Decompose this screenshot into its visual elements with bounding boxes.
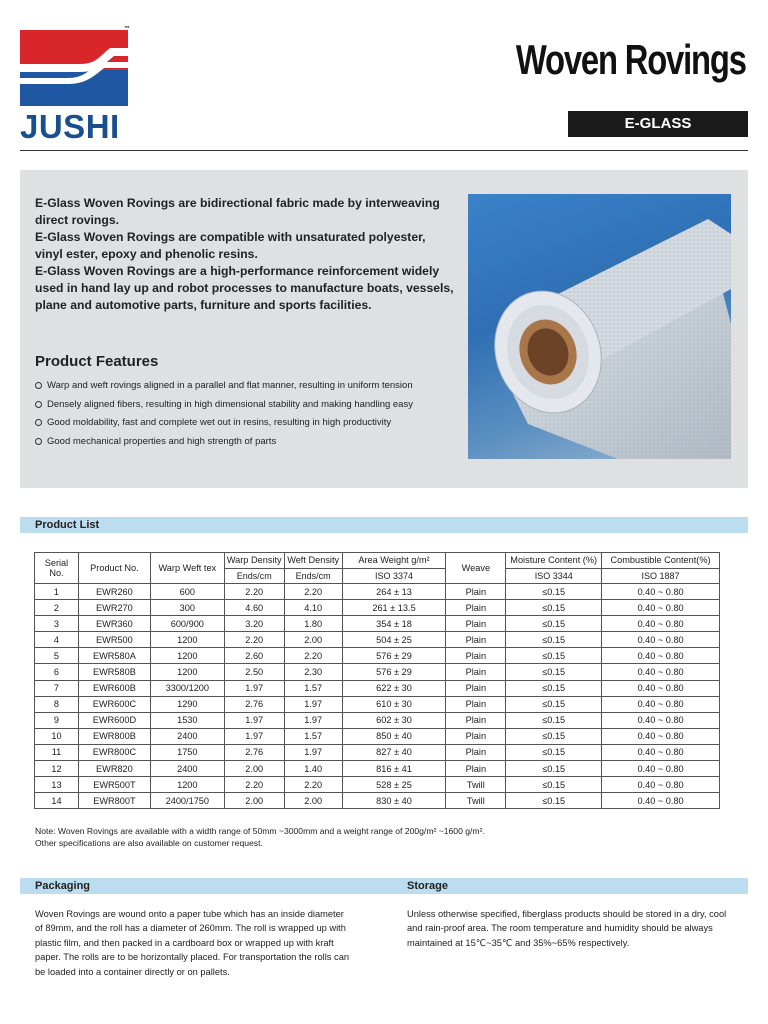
cell-weave: Twill bbox=[446, 793, 506, 809]
cell-moisture: ≤0.15 bbox=[506, 696, 602, 712]
cell-weft-density: 1.57 bbox=[284, 728, 342, 744]
cell-combustible: 0.40 ~ 0.80 bbox=[602, 616, 720, 632]
cell-product: EWR800B bbox=[78, 728, 150, 744]
cell-weft-density: 2.30 bbox=[284, 664, 342, 680]
cell-warp-density: 2.20 bbox=[224, 632, 284, 648]
cell-combustible: 0.40 ~ 0.80 bbox=[602, 777, 720, 793]
cell-moisture: ≤0.15 bbox=[506, 761, 602, 777]
cell-warp-density: 2.00 bbox=[224, 761, 284, 777]
cell-serial: 8 bbox=[35, 696, 79, 712]
brand-name: JUSHI bbox=[20, 108, 120, 145]
cell-serial: 7 bbox=[35, 680, 79, 696]
cell-warp-density: 2.76 bbox=[224, 696, 284, 712]
cell-serial: 3 bbox=[35, 616, 79, 632]
cell-moisture: ≤0.15 bbox=[506, 616, 602, 632]
intro-paragraph: E-Glass Woven Rovings are compatible with unsaturated polyester, vinyl ester, epoxy and phenolic resins. bbox=[35, 230, 426, 261]
cell-product: EWR800T bbox=[78, 793, 150, 809]
cell-tex: 600 bbox=[150, 584, 224, 600]
cell-moisture: ≤0.15 bbox=[506, 728, 602, 744]
cell-product: EWR260 bbox=[78, 584, 150, 600]
col-product: Product No. bbox=[78, 553, 150, 584]
cell-tex: 2400 bbox=[150, 761, 224, 777]
col-serial: Serial No. bbox=[35, 553, 79, 584]
table-row bbox=[35, 793, 720, 809]
cell-combustible: 0.40 ~ 0.80 bbox=[602, 648, 720, 664]
cell-tex: 1530 bbox=[150, 712, 224, 728]
col-combustible: Combustible Content(%) bbox=[602, 553, 720, 569]
cell-serial: 14 bbox=[35, 793, 79, 809]
cell-area-weight: 816 ± 41 bbox=[342, 761, 446, 777]
cell-weft-density: 1.80 bbox=[284, 616, 342, 632]
col-warp-density: Warp Density bbox=[224, 553, 284, 569]
cell-combustible: 0.40 ~ 0.80 bbox=[602, 584, 720, 600]
logo-swoosh-icon bbox=[20, 30, 128, 106]
cell-weave: Plain bbox=[446, 664, 506, 680]
packaging-storage-bar bbox=[20, 878, 748, 894]
cell-product: EWR500T bbox=[78, 777, 150, 793]
col-area-weight: Area Weight g/m² bbox=[342, 553, 446, 569]
table-row bbox=[35, 761, 720, 777]
cell-moisture: ≤0.15 bbox=[506, 648, 602, 664]
cell-combustible: 0.40 ~ 0.80 bbox=[602, 696, 720, 712]
table-row bbox=[35, 584, 720, 600]
cell-weave: Plain bbox=[446, 744, 506, 760]
feature-item: Good moldability, fast and complete wet out in resins, resulting in high productivity bbox=[35, 416, 413, 435]
cell-weave: Plain bbox=[446, 632, 506, 648]
cell-area-weight: 261 ± 13.5 bbox=[342, 600, 446, 616]
cell-product: EWR800C bbox=[78, 744, 150, 760]
cell-moisture: ≤0.15 bbox=[506, 600, 602, 616]
table-row bbox=[35, 632, 720, 648]
cell-combustible: 0.40 ~ 0.80 bbox=[602, 761, 720, 777]
table-row bbox=[35, 600, 720, 616]
sub-area-weight: ISO 3374 bbox=[342, 568, 446, 584]
cell-weave: Plain bbox=[446, 696, 506, 712]
cell-weft-density: 2.00 bbox=[284, 632, 342, 648]
table-row bbox=[35, 680, 720, 696]
jushi-logo bbox=[20, 30, 128, 110]
packaging-heading: Packaging bbox=[35, 880, 91, 892]
cell-product: EWR360 bbox=[78, 616, 150, 632]
table-row bbox=[35, 744, 720, 760]
cell-tex: 600/900 bbox=[150, 616, 224, 632]
cell-area-weight: 827 ± 40 bbox=[342, 744, 446, 760]
product-list-bar bbox=[20, 517, 748, 533]
table-header-row bbox=[35, 553, 720, 569]
cell-combustible: 0.40 ~ 0.80 bbox=[602, 632, 720, 648]
cell-tex: 1200 bbox=[150, 777, 224, 793]
cell-warp-density: 2.20 bbox=[224, 777, 284, 793]
header-divider bbox=[20, 150, 748, 151]
cell-weft-density: 1.97 bbox=[284, 712, 342, 728]
table-body bbox=[35, 584, 720, 809]
cell-combustible: 0.40 ~ 0.80 bbox=[602, 600, 720, 616]
cell-combustible: 0.40 ~ 0.80 bbox=[602, 793, 720, 809]
cell-warp-density: 2.60 bbox=[224, 648, 284, 664]
cell-moisture: ≤0.15 bbox=[506, 584, 602, 600]
cell-tex: 1200 bbox=[150, 664, 224, 680]
table-note bbox=[35, 825, 735, 849]
features-list bbox=[35, 379, 413, 453]
table-row bbox=[35, 777, 720, 793]
product-table bbox=[34, 552, 720, 809]
storage-text: Unless otherwise specified, fiberglass products should be stored in a dry, cool and rain-proof area. The room temperature and humidity should be always maintained at 15℃~35℃ and 35%~65% respectively. bbox=[407, 909, 727, 948]
cell-serial: 4 bbox=[35, 632, 79, 648]
cell-moisture: ≤0.15 bbox=[506, 712, 602, 728]
cell-serial: 1 bbox=[35, 584, 79, 600]
cell-warp-density: 3.20 bbox=[224, 616, 284, 632]
table-row bbox=[35, 616, 720, 632]
cell-serial: 9 bbox=[35, 712, 79, 728]
cell-tex: 2400 bbox=[150, 728, 224, 744]
cell-product: EWR580A bbox=[78, 648, 150, 664]
cell-warp-density: 2.76 bbox=[224, 744, 284, 760]
cell-combustible: 0.40 ~ 0.80 bbox=[602, 680, 720, 696]
cell-weft-density: 2.20 bbox=[284, 648, 342, 664]
cell-tex: 3300/1200 bbox=[150, 680, 224, 696]
bullet-icon bbox=[35, 382, 42, 389]
note-line: Other specifications are also available on customer request. bbox=[35, 838, 263, 848]
cell-product: EWR600D bbox=[78, 712, 150, 728]
cell-tex: 1750 bbox=[150, 744, 224, 760]
cell-warp-density: 2.00 bbox=[224, 793, 284, 809]
cell-serial: 6 bbox=[35, 664, 79, 680]
cell-warp-density: 1.97 bbox=[224, 680, 284, 696]
table-row bbox=[35, 728, 720, 744]
sub-moisture: ISO 3344 bbox=[506, 568, 602, 584]
table-row bbox=[35, 664, 720, 680]
cell-area-weight: 354 ± 18 bbox=[342, 616, 446, 632]
cell-warp-density: 2.50 bbox=[224, 664, 284, 680]
cell-weave: Plain bbox=[446, 728, 506, 744]
cell-moisture: ≤0.15 bbox=[506, 793, 602, 809]
product-list-heading: Product List bbox=[35, 519, 100, 531]
cell-warp-density: 1.97 bbox=[224, 712, 284, 728]
intro-panel bbox=[20, 170, 748, 488]
bullet-icon bbox=[35, 401, 42, 408]
intro-description bbox=[35, 195, 455, 314]
cell-combustible: 0.40 ~ 0.80 bbox=[602, 712, 720, 728]
cell-weft-density: 1.40 bbox=[284, 761, 342, 777]
cell-moisture: ≤0.15 bbox=[506, 777, 602, 793]
cell-tex: 300 bbox=[150, 600, 224, 616]
cell-warp-density: 4.60 bbox=[224, 600, 284, 616]
cell-area-weight: 850 ± 40 bbox=[342, 728, 446, 744]
cell-weft-density: 2.00 bbox=[284, 793, 342, 809]
feature-item: Densely aligned fibers, resulting in high dimensional stability and making handling easy bbox=[35, 398, 413, 417]
feature-item: Warp and weft rovings aligned in a parallel and flat manner, resulting in uniform tension bbox=[35, 379, 413, 398]
table-row bbox=[35, 712, 720, 728]
cell-weave: Plain bbox=[446, 584, 506, 600]
cell-warp-density: 1.97 bbox=[224, 728, 284, 744]
cell-area-weight: 504 ± 25 bbox=[342, 632, 446, 648]
cell-product: EWR600C bbox=[78, 696, 150, 712]
cell-weft-density: 2.20 bbox=[284, 584, 342, 600]
cell-serial: 5 bbox=[35, 648, 79, 664]
cell-weave: Plain bbox=[446, 600, 506, 616]
sub-weft-density: Ends/cm bbox=[284, 568, 342, 584]
sub-combustible: ISO 1887 bbox=[602, 568, 720, 584]
cell-weft-density: 4.10 bbox=[284, 600, 342, 616]
col-weft-density: Weft Density bbox=[284, 553, 342, 569]
cell-product: EWR820 bbox=[78, 761, 150, 777]
note-line: Note: Woven Rovings are available with a width range of 50mm ~3000mm and a weight range of 200g/m² ~1600 g/m². bbox=[35, 826, 485, 836]
cell-weave: Plain bbox=[446, 680, 506, 696]
cell-weave: Twill bbox=[446, 777, 506, 793]
cell-area-weight: 576 ± 29 bbox=[342, 664, 446, 680]
feature-item: Good mechanical properties and high strength of parts bbox=[35, 435, 413, 454]
cell-serial: 12 bbox=[35, 761, 79, 777]
cell-area-weight: 264 ± 13 bbox=[342, 584, 446, 600]
cell-product: EWR600B bbox=[78, 680, 150, 696]
cell-serial: 10 bbox=[35, 728, 79, 744]
cell-combustible: 0.40 ~ 0.80 bbox=[602, 664, 720, 680]
table-row bbox=[35, 648, 720, 664]
col-moisture: Moisture Content (%) bbox=[506, 553, 602, 569]
cell-weft-density: 2.20 bbox=[284, 777, 342, 793]
cell-weave: Plain bbox=[446, 616, 506, 632]
trademark-symbol: ™ bbox=[124, 26, 130, 32]
cell-area-weight: 528 ± 25 bbox=[342, 777, 446, 793]
cell-warp-density: 2.20 bbox=[224, 584, 284, 600]
cell-weft-density: 1.57 bbox=[284, 680, 342, 696]
cell-serial: 11 bbox=[35, 744, 79, 760]
bullet-icon bbox=[35, 419, 42, 426]
cell-tex: 1290 bbox=[150, 696, 224, 712]
cell-serial: 13 bbox=[35, 777, 79, 793]
cell-weave: Plain bbox=[446, 761, 506, 777]
cell-weave: Plain bbox=[446, 712, 506, 728]
page-title: Woven Rovings bbox=[516, 36, 746, 83]
product-photo bbox=[468, 194, 731, 459]
table-row bbox=[35, 696, 720, 712]
cell-product: EWR500 bbox=[78, 632, 150, 648]
cell-area-weight: 576 ± 29 bbox=[342, 648, 446, 664]
col-tex: Warp Weft tex bbox=[150, 553, 224, 584]
cell-tex: 1200 bbox=[150, 648, 224, 664]
cell-weave: Plain bbox=[446, 648, 506, 664]
page-subtitle: E-GLASS bbox=[568, 111, 748, 137]
cell-weft-density: 1.97 bbox=[284, 744, 342, 760]
cell-area-weight: 622 ± 30 bbox=[342, 680, 446, 696]
col-weave: Weave bbox=[446, 553, 506, 584]
packaging-text: Woven Rovings are wound onto a paper tube which has an inside diameter of 89mm, and the roll has a diameter of 260mm. The roll is wrapped up with plastic film, and then packed in a cardboard box or wrapped up with kraft paper. The rolls are to be horizontally placed. For transportation the rolls can be loaded into a container directly or on pallets. bbox=[35, 909, 350, 977]
cell-area-weight: 830 ± 40 bbox=[342, 793, 446, 809]
cell-serial: 2 bbox=[35, 600, 79, 616]
cell-product: EWR270 bbox=[78, 600, 150, 616]
bullet-icon bbox=[35, 438, 42, 445]
sub-warp-density: Ends/cm bbox=[224, 568, 284, 584]
cell-moisture: ≤0.15 bbox=[506, 744, 602, 760]
cell-product: EWR580B bbox=[78, 664, 150, 680]
cell-combustible: 0.40 ~ 0.80 bbox=[602, 728, 720, 744]
fabric-roll-image bbox=[468, 194, 731, 459]
intro-paragraph: E-Glass Woven Rovings are a high-performance reinforcement widely used in hand lay up and robot processes to manufacture boats, vessels, plane and automotive parts, furniture and sports facilities. bbox=[35, 264, 454, 312]
cell-tex: 2400/1750 bbox=[150, 793, 224, 809]
cell-moisture: ≤0.15 bbox=[506, 680, 602, 696]
cell-combustible: 0.40 ~ 0.80 bbox=[602, 744, 720, 760]
cell-area-weight: 610 ± 30 bbox=[342, 696, 446, 712]
features-heading: Product Features bbox=[35, 353, 159, 370]
storage-heading: Storage bbox=[407, 880, 448, 892]
cell-moisture: ≤0.15 bbox=[506, 632, 602, 648]
cell-area-weight: 602 ± 30 bbox=[342, 712, 446, 728]
cell-moisture: ≤0.15 bbox=[506, 664, 602, 680]
cell-weft-density: 1.97 bbox=[284, 696, 342, 712]
cell-tex: 1200 bbox=[150, 632, 224, 648]
intro-paragraph: E-Glass Woven Rovings are bidirectional fabric made by interweaving direct rovings. bbox=[35, 196, 440, 227]
